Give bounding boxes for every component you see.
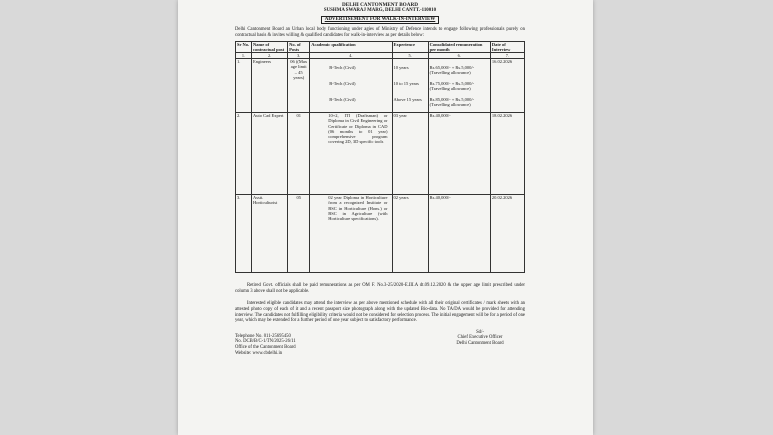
signatory-org: Delhi Cantonment Board bbox=[456, 340, 504, 346]
col-post: Name of contractual post bbox=[252, 41, 288, 52]
col-sr: Sr No. bbox=[236, 41, 252, 52]
row-sr: 1. bbox=[236, 59, 252, 113]
row-experience: 02 years bbox=[392, 195, 428, 273]
row-experience bbox=[392, 59, 428, 113]
col-posts: No. of Posts bbox=[288, 41, 310, 52]
row-post: Auto Cad Expert bbox=[252, 113, 288, 195]
row-sr: 2. bbox=[236, 113, 252, 195]
row-remuneration: Rs.40,000/- bbox=[428, 195, 490, 273]
rem-item: Rs.75,000/- + Rs.5,000/- (Travelling allowance) bbox=[429, 81, 475, 92]
qual-item: B-Tech (Civil) bbox=[329, 97, 356, 103]
exp-item: 10 years bbox=[393, 65, 409, 71]
col-number: 2. bbox=[252, 53, 288, 59]
table-header-row bbox=[236, 41, 525, 52]
row-post: Asstt. Horticulturist bbox=[252, 195, 288, 273]
org-address: SUSHMA SWARAJ MARG, DELHI CANTT.-110010 bbox=[323, 8, 437, 14]
telephone: Telephone No. 011-25695450 bbox=[235, 333, 291, 339]
reference-number: No. DCB/B/C-1/TN/2025-26/11 bbox=[235, 339, 296, 345]
row-remuneration: Rs.40,000/- bbox=[428, 113, 490, 195]
col-remuneration: Consolidated remuneration per month bbox=[428, 41, 490, 52]
col-number: 6. bbox=[428, 53, 490, 59]
col-number: 5. bbox=[392, 53, 428, 59]
row-remuneration bbox=[428, 59, 490, 113]
note-retired-officials: Retired Govt. officials shall be paid remunerations as per OM F. No.3-25/2020-E.III.A dt.09.12.2020 & the upper age limit prescribed under column 3 above shall not be applicable. bbox=[235, 283, 525, 294]
row-post: Engineers bbox=[252, 59, 288, 113]
footer bbox=[235, 330, 525, 370]
rem-item: Rs.85,000/- + Rs.5,000/- (Travelling allowance) bbox=[429, 97, 475, 108]
row-qualification bbox=[310, 59, 392, 113]
row-sr: 3. bbox=[236, 195, 252, 273]
website: Website: www.cbdelhi.in bbox=[235, 350, 283, 356]
col-number: 7. bbox=[490, 53, 524, 59]
row-date: 20.02.2026 bbox=[490, 195, 524, 273]
office-name: Office of the Cantonment Board bbox=[235, 344, 296, 350]
letterhead bbox=[235, 2, 525, 14]
footer-contact bbox=[235, 334, 296, 356]
col-number: 4. bbox=[310, 53, 392, 59]
signatory-title: Chief Executive Officer bbox=[457, 335, 503, 341]
row-posts: 06 ((Max age limit – 45 years) bbox=[288, 59, 310, 113]
qual-item: B-Tech (Civil) bbox=[329, 65, 356, 71]
org-name: DELHI CANTONMENT BOARD bbox=[342, 2, 418, 8]
col-qualification: Academic qualification bbox=[310, 41, 392, 52]
exp-item: 10 to 15 years bbox=[393, 81, 419, 87]
row-date: 16.02.2026 bbox=[490, 59, 524, 113]
col-experience: Experience bbox=[392, 41, 428, 52]
signed-mark: Sd/- bbox=[476, 329, 484, 335]
vacancy-table bbox=[235, 41, 525, 274]
table-row bbox=[236, 195, 525, 273]
row-experience: 03 year bbox=[392, 113, 428, 195]
note-eligibility: Interested eligible candidates may attend the interview as per above mentioned schedule with all their original certificates / mark sheets with an attested photo copy of each of it and a recent passport size photograph along with the updated Bio-data. No TA/DA would be provided for attending interview. The candidates not fulfilling eligibility criteria would not be considered for selection process. The initial engagement will be for a period of one year, which may be extended for a further period of one year subject to satisfactory performance. bbox=[235, 301, 525, 324]
table-row bbox=[236, 113, 525, 195]
row-qualification: 10+2, ITI (Draftsman) or Diploma in Civil Engineering or Certificate or Diploma in CAD (06 months to 01 year) comprehensive program covering 2D, 3D specific tools bbox=[310, 113, 392, 195]
signature-block bbox=[435, 330, 525, 347]
col-number: 1. bbox=[236, 53, 252, 59]
col-number: 3. bbox=[288, 53, 310, 59]
table-row bbox=[236, 59, 525, 113]
rem-item: Rs.65,000/- + Rs.5,000/- (Travelling allowance) bbox=[429, 65, 475, 76]
intro-paragraph: Delhi Cantonment Board an Urban local body functioning under agies of Ministry of Defence intends to engage following professionals purely on contractual basis & invites willing & qualified candidates for walk-in-interview as per details below: bbox=[235, 27, 525, 38]
document-content bbox=[235, 2, 525, 370]
document-page bbox=[178, 0, 593, 435]
row-qualification: 02 year Diploma in Horticulture from a recognized Institute or BSC in Horticulture (Hons.) or BSC in Agriculture (with Horticulture specifications). bbox=[310, 195, 392, 273]
col-date: Date of Interview bbox=[490, 41, 524, 52]
advertisement-title: ADVERTISEMENT FOR WALK-IN-INTERVIEW bbox=[321, 16, 440, 24]
row-posts: 05 bbox=[288, 195, 310, 273]
row-posts: 01 bbox=[288, 113, 310, 195]
exp-item: Above 15 years bbox=[393, 97, 422, 103]
row-date: 18.02.2026 bbox=[490, 113, 524, 195]
qual-item: B-Tech (Civil) bbox=[329, 81, 356, 87]
